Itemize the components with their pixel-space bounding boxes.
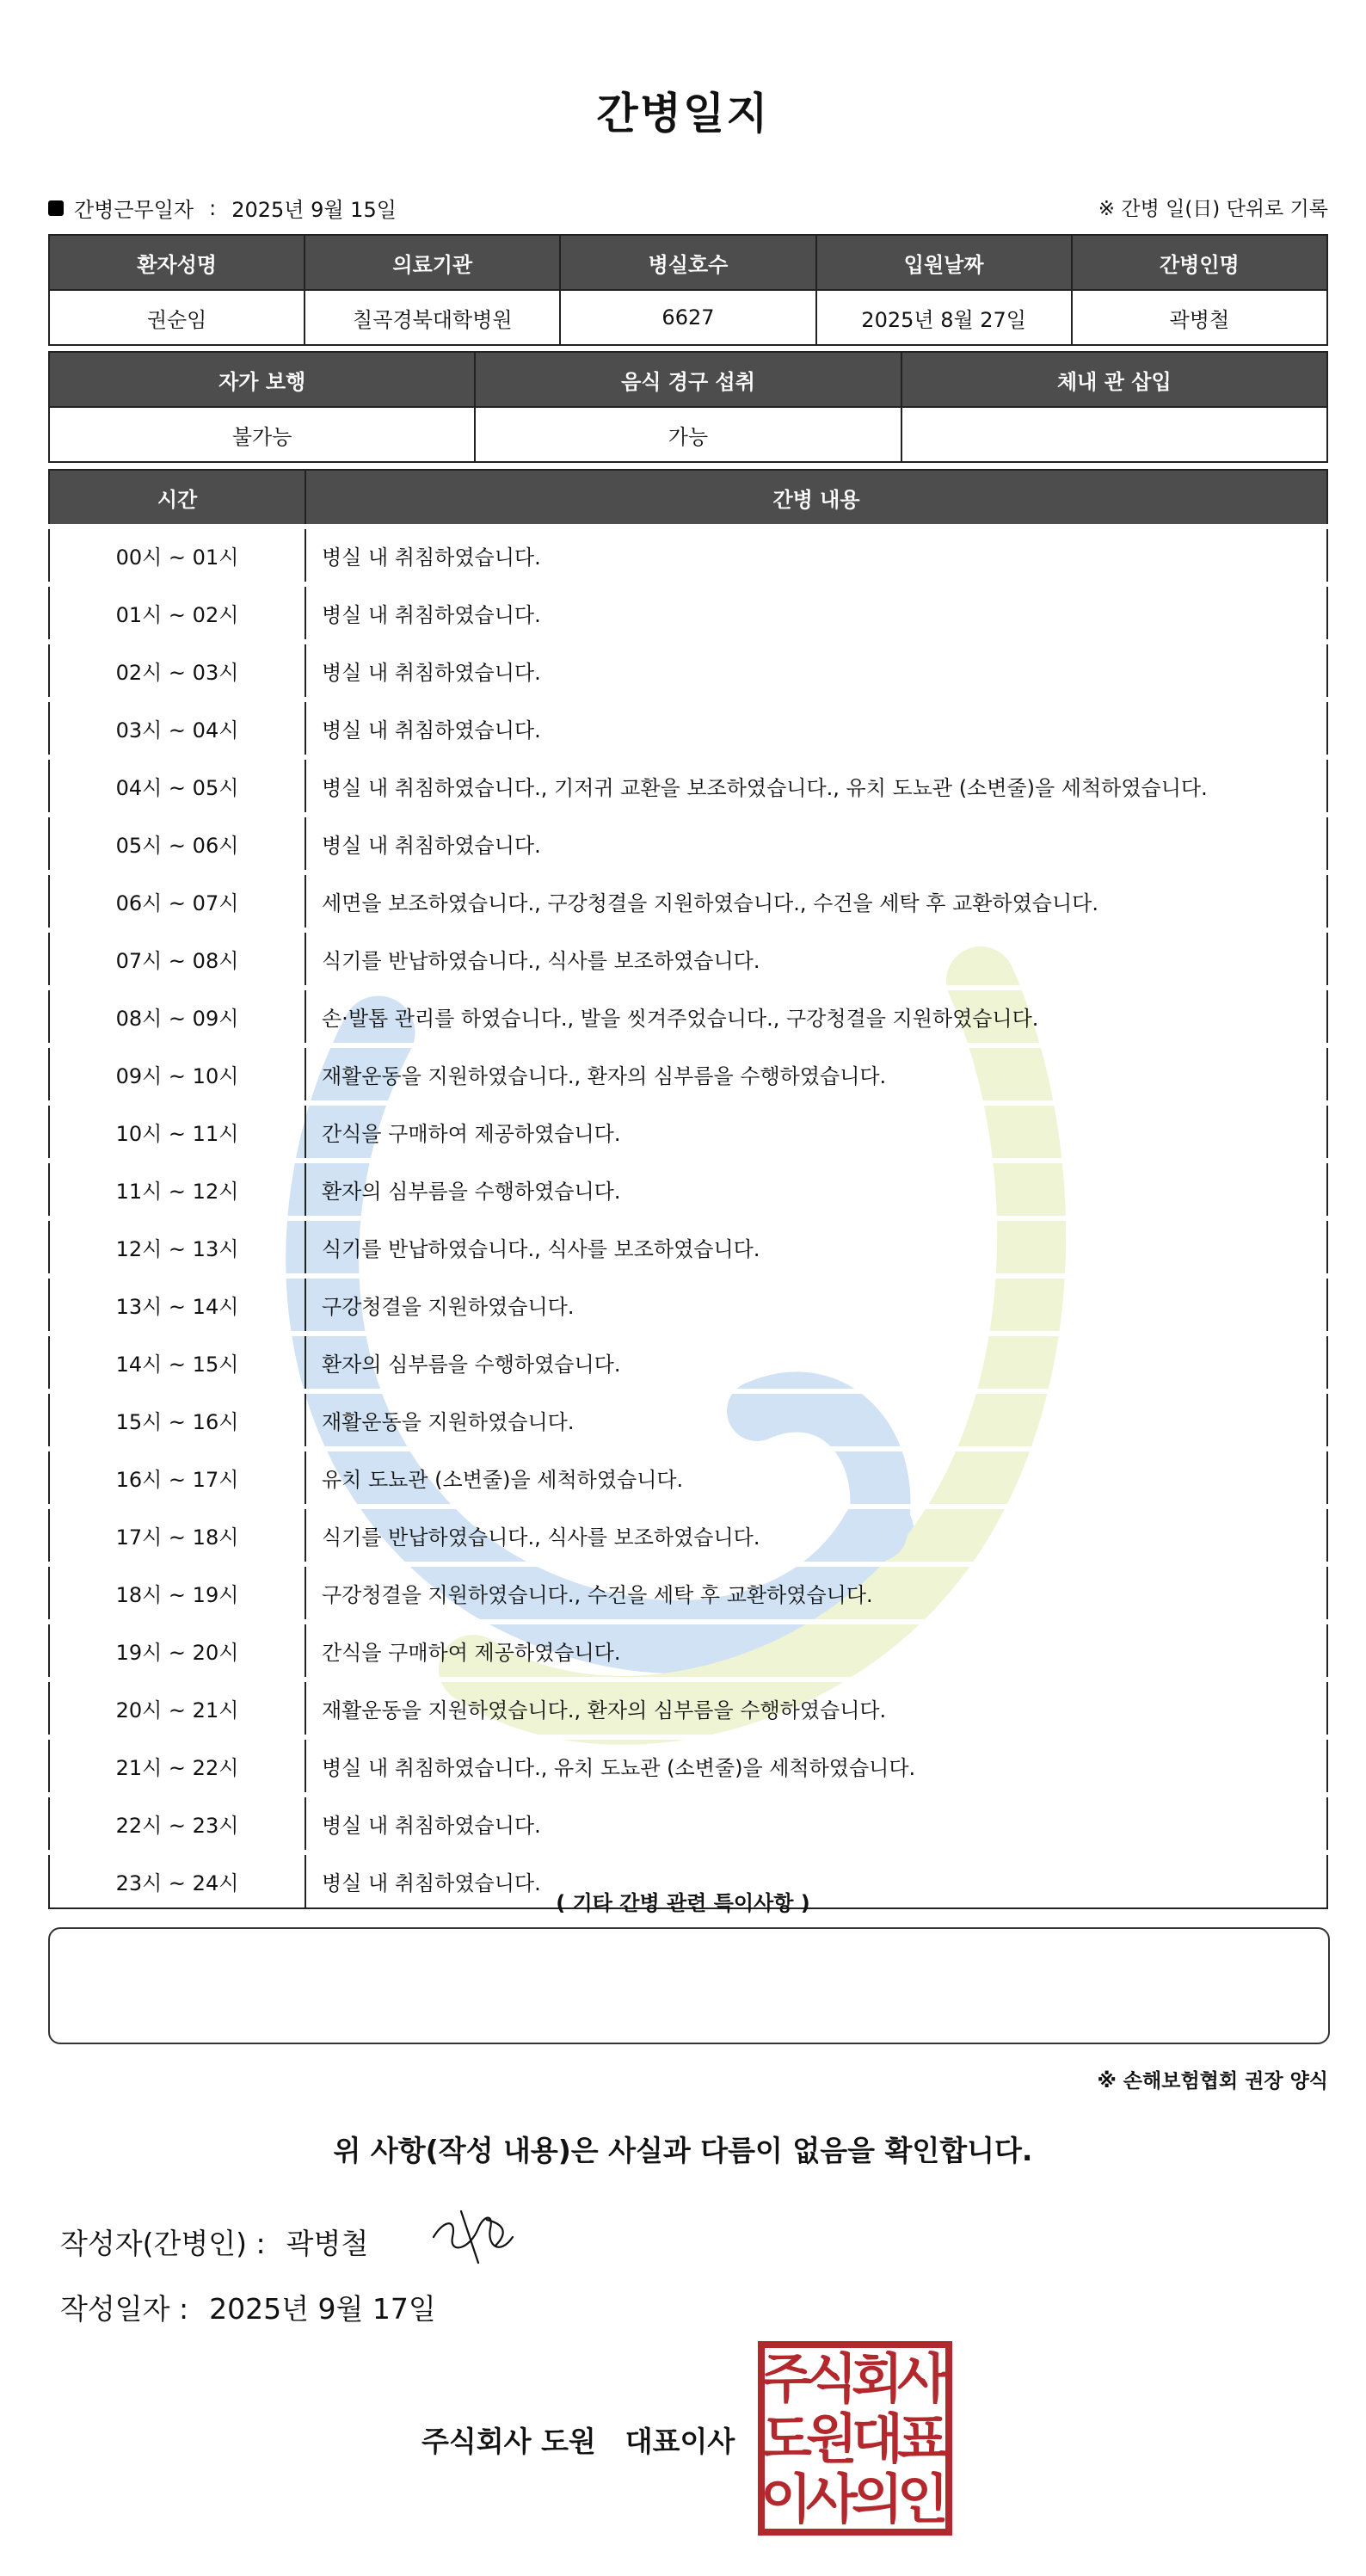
remarks-value xyxy=(50,1929,1328,1957)
row-content: 병실 내 취침하였습니다. xyxy=(305,815,1327,872)
seal-char: 원 xyxy=(806,2407,858,2470)
header-walking: 자가 보행 xyxy=(49,352,475,407)
header-patient-name: 환자성명 xyxy=(49,235,305,290)
row-time: 17시 ~ 18시 xyxy=(49,1507,305,1564)
writer-name: 곽병철 xyxy=(286,2227,369,2260)
company-rep: 대표이사 xyxy=(625,2425,735,2458)
row-time: 23시 ~ 24시 xyxy=(49,1852,305,1908)
row-time: 02시 ~ 03시 xyxy=(49,642,305,699)
remarks-box xyxy=(48,1927,1330,2044)
row-content: 구강청결을 지원하였습니다., 수건을 세탁 후 교환하였습니다. xyxy=(305,1564,1327,1622)
row-time: 22시 ~ 23시 xyxy=(49,1795,305,1852)
row-content: 간식을 구매하여 제공하였습니다. xyxy=(305,1103,1327,1161)
care-log-header xyxy=(49,470,1327,527)
row-time: 21시 ~ 22시 xyxy=(49,1737,305,1795)
table-row xyxy=(49,1795,1327,1852)
table-row xyxy=(49,1564,1327,1622)
writer-label: 작성자(간병인) : xyxy=(60,2227,266,2260)
header-time: 시간 xyxy=(49,470,305,527)
row-time: 07시 ~ 08시 xyxy=(49,930,305,988)
header-content: 간병 내용 xyxy=(305,470,1327,527)
seal-char: 회 xyxy=(852,2347,903,2410)
seal-char: 사 xyxy=(897,2347,949,2410)
work-date xyxy=(48,193,397,223)
row-time: 13시 ~ 14시 xyxy=(49,1276,305,1334)
patient-name: 권순임 xyxy=(49,290,305,345)
care-log-table xyxy=(48,469,1328,1909)
row-time: 01시 ~ 02시 xyxy=(49,584,305,642)
hospital-name: 칠곡경북대학병원 xyxy=(305,290,560,345)
row-content: 병실 내 취침하였습니다., 유치 도뇨관 (소변줄)을 세척하였습니다. xyxy=(305,1737,1327,1795)
row-content: 병실 내 취침하였습니다., 기저귀 교환을 보조하였습니다., 유치 도뇨관 (소변줄)을 세척하였습니다. xyxy=(305,757,1327,815)
row-content: 식기를 반납하였습니다., 식사를 보조하였습니다. xyxy=(305,1218,1327,1276)
header-oral-intake: 음식 경구 섭취 xyxy=(475,352,901,407)
table-row xyxy=(49,527,1327,584)
admit-date: 2025년 8월 27일 xyxy=(816,290,1072,345)
company-seal-icon xyxy=(757,2340,953,2536)
table-row xyxy=(49,1679,1327,1737)
room-number: 6627 xyxy=(560,290,815,345)
company-name: 주식회사 도원 xyxy=(421,2425,596,2458)
table-row xyxy=(49,1391,1327,1449)
seal-char: 인 xyxy=(897,2468,949,2530)
row-content: 병실 내 취침하였습니다. xyxy=(305,699,1327,757)
row-content: 병실 내 취침하였습니다. xyxy=(305,527,1327,584)
patient-table-header xyxy=(49,235,1327,290)
tube-value xyxy=(901,407,1327,462)
row-content: 유치 도뇨관 (소변줄)을 세척하였습니다. xyxy=(305,1449,1327,1507)
row-time: 20시 ~ 21시 xyxy=(49,1679,305,1737)
row-time: 14시 ~ 15시 xyxy=(49,1334,305,1391)
square-bullet-icon xyxy=(48,200,64,216)
table-row xyxy=(49,1276,1327,1334)
page-title: 간병일지 xyxy=(596,89,770,139)
row-time: 15시 ~ 16시 xyxy=(49,1391,305,1449)
walking-value: 불가능 xyxy=(49,407,475,462)
oral-intake-value: 가능 xyxy=(475,407,901,462)
table-row xyxy=(49,757,1327,815)
care-log-rows xyxy=(49,527,1327,1908)
table-row xyxy=(49,1218,1327,1276)
writer-line xyxy=(60,2222,368,2262)
row-content: 구강청결을 지원하였습니다. xyxy=(305,1276,1327,1334)
status-table-values xyxy=(49,407,1327,462)
row-content: 병실 내 취침하였습니다. xyxy=(305,1795,1327,1852)
row-content: 간식을 구매하여 제공하였습니다. xyxy=(305,1622,1327,1679)
work-date-sep: : xyxy=(209,195,217,220)
seal-char: 대 xyxy=(852,2407,903,2470)
write-date-line xyxy=(60,2287,436,2327)
table-row xyxy=(49,699,1327,757)
row-content: 손·발톱 관리를 하였습니다., 발을 씻겨주었습니다., 구강청결을 지원하였습니다. xyxy=(305,988,1327,1045)
company-line xyxy=(421,2419,735,2460)
seal-char: 이 xyxy=(760,2468,812,2530)
row-time: 00시 ~ 01시 xyxy=(49,527,305,584)
signature-icon xyxy=(427,2203,521,2271)
table-row xyxy=(49,1507,1327,1564)
row-content: 병실 내 취침하였습니다. xyxy=(305,642,1327,699)
row-time: 10시 ~ 11시 xyxy=(49,1103,305,1161)
row-time: 11시 ~ 12시 xyxy=(49,1161,305,1218)
seal-char: 주 xyxy=(760,2347,812,2410)
header-tube: 체내 관 삽입 xyxy=(901,352,1327,407)
seal-char: 사 xyxy=(806,2468,858,2530)
confirm-statement: 위 사항(작성 내용)은 사실과 다름이 없음을 확인합니다. xyxy=(333,2134,1033,2167)
row-time: 18시 ~ 19시 xyxy=(49,1564,305,1622)
row-time: 09시 ~ 10시 xyxy=(49,1045,305,1103)
seal-char: 식 xyxy=(806,2347,858,2410)
seal-char: 도 xyxy=(760,2407,812,2470)
write-date-value: 2025년 9월 17일 xyxy=(209,2292,436,2326)
table-row xyxy=(49,815,1327,872)
status-table-header xyxy=(49,352,1327,407)
status-table xyxy=(48,351,1328,463)
table-row xyxy=(49,1103,1327,1161)
header-room: 병실호수 xyxy=(560,235,815,290)
table-row xyxy=(49,1045,1327,1103)
header-admit-date: 입원날짜 xyxy=(816,235,1072,290)
remarks-title: ( 기타 간병 관련 특이사항 ) xyxy=(556,1891,810,1915)
row-content: 재활운동을 지원하였습니다., 환자의 심부름을 수행하였습니다. xyxy=(305,1679,1327,1737)
row-content: 환자의 심부름을 수행하였습니다. xyxy=(305,1161,1327,1218)
work-date-value: 2025년 9월 15일 xyxy=(231,198,397,222)
row-time: 19시 ~ 20시 xyxy=(49,1622,305,1679)
table-row xyxy=(49,1622,1327,1679)
write-date-label: 작성일자 : xyxy=(60,2292,189,2326)
table-row xyxy=(49,1334,1327,1391)
row-content: 재활운동을 지원하였습니다. xyxy=(305,1391,1327,1449)
header-hospital: 의료기관 xyxy=(305,235,560,290)
patient-table-values xyxy=(49,290,1327,345)
row-time: 04시 ~ 05시 xyxy=(49,757,305,815)
recommend-note: ※ 손해보험협회 권장 양식 xyxy=(1097,2070,1328,2092)
row-content: 병실 내 취침하였습니다. xyxy=(305,1852,1327,1908)
table-row xyxy=(49,1737,1327,1795)
row-content: 식기를 반납하였습니다., 식사를 보조하였습니다. xyxy=(305,930,1327,988)
row-time: 05시 ~ 06시 xyxy=(49,815,305,872)
table-row xyxy=(49,872,1327,930)
unit-note: ※ 간병 일(日) 단위로 기록 xyxy=(1098,198,1328,220)
row-content: 재활운동을 지원하였습니다., 환자의 심부름을 수행하였습니다. xyxy=(305,1045,1327,1103)
row-time: 12시 ~ 13시 xyxy=(49,1218,305,1276)
row-time: 03시 ~ 04시 xyxy=(49,699,305,757)
seal-char: 의 xyxy=(852,2468,903,2530)
work-date-label: 간병근무일자 xyxy=(74,198,194,222)
row-content: 환자의 심부름을 수행하였습니다. xyxy=(305,1334,1327,1391)
row-content: 병실 내 취침하였습니다. xyxy=(305,584,1327,642)
row-content: 식기를 반납하였습니다., 식사를 보조하였습니다. xyxy=(305,1507,1327,1564)
table-row xyxy=(49,642,1327,699)
seal-char: 표 xyxy=(897,2407,949,2470)
row-time: 06시 ~ 07시 xyxy=(49,872,305,930)
patient-table xyxy=(48,234,1328,346)
row-time: 16시 ~ 17시 xyxy=(49,1449,305,1507)
table-row xyxy=(49,930,1327,988)
table-row xyxy=(49,1161,1327,1218)
header-caregiver: 간병인명 xyxy=(1072,235,1327,290)
table-row xyxy=(49,584,1327,642)
table-row xyxy=(49,1449,1327,1507)
row-content: 세면을 보조하였습니다., 구강청결을 지원하였습니다., 수건을 세탁 후 교환하였습니다. xyxy=(305,872,1327,930)
table-row xyxy=(49,988,1327,1045)
caregiver-name: 곽병철 xyxy=(1072,290,1327,345)
row-time: 08시 ~ 09시 xyxy=(49,988,305,1045)
